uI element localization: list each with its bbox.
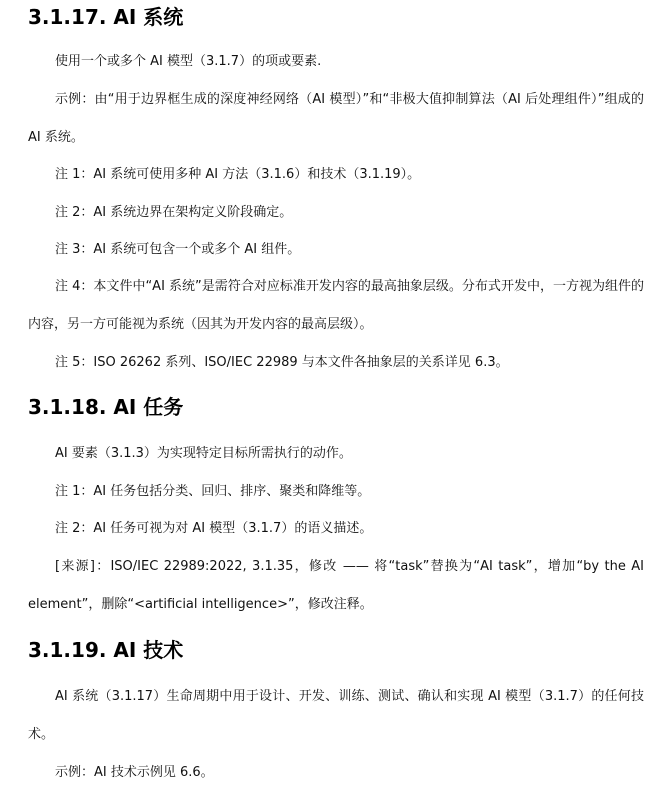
note-paragraph: 注 3：AI 系统可包含一个或多个 AI 组件。 [55,242,301,257]
note-paragraph: 注 1：AI 系统可使用多种 AI 方法（3.1.6）和技术（3.1.19）。 [55,167,421,182]
note-paragraph: 注 1：AI 任务包括分类、回归、排序、聚类和降维等。 [55,484,371,499]
definition-paragraph: AI 要素（3.1.3）为实现特定目标所需执行的动作。 [55,446,352,461]
source-paragraph: [来源]：ISO/IEC 22989:2022, 3.1.35，修改 —— 将“task”替换为“AI task”，增加“by the AI element”，删除“<artificial intelligence>”，修改注释。 [28,559,644,612]
example-paragraph: 示例：AI 技术示例见 6.6。 [55,765,214,780]
note-paragraph: 注 4：本文件中“AI 系统”是需符合对应标准开发内容的最高抽象层级。分布式开发中，一方视为组件的内容，另一方可能视为系统（因其为开发内容的最高层级）。 [28,279,644,332]
definition-paragraph: AI 系统（3.1.17）生命周期中用于设计、开发、训练、测试、确认和实现 AI 模型（3.1.7）的任何技术。 [28,689,644,742]
note-paragraph: 注 5：ISO 26262 系列、ISO/IEC 22989 与本文件各抽象层的关系详见 6.3。 [55,355,509,370]
section-heading: 3.1.19. AI 技术 [28,638,184,662]
section-heading: 3.1.18. AI 任务 [28,395,184,419]
note-paragraph: 注 2：AI 系统边界在架构定义阶段确定。 [55,205,293,220]
example-paragraph: 示例：由“用于边界框生成的深度神经网络（AI 模型）”和“非极大值抑制算法（AI 后处理组件）”组成的 AI 系统。 [28,92,644,145]
note-paragraph: 注 2：AI 任务可视为对 AI 模型（3.1.7）的语义描述。 [55,521,373,536]
definition-paragraph: 使用一个或多个 AI 模型（3.1.7）的项或要素. [55,54,322,69]
section-heading: 3.1.17. AI 系统 [28,5,184,29]
